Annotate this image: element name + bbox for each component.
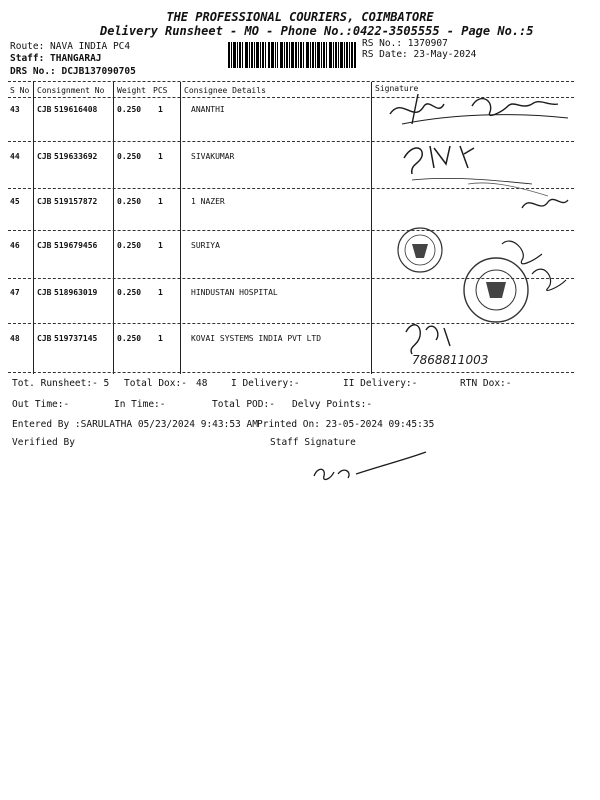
row-prefix: CJB [37, 105, 52, 114]
table-top-rule [8, 81, 574, 82]
rtn-dox: RTN Dox:- [460, 378, 512, 389]
row-sno: 47 [10, 288, 20, 297]
drs-label: DRS No.: DCJB137090705 [10, 66, 136, 77]
delvy-points: Delvy Points:- [292, 399, 373, 410]
printed-on: Printed On: 23-05-2024 09:45:35 [257, 419, 435, 430]
row-consignment-no: 519633692 [54, 152, 98, 161]
total-pod: Total POD:- [212, 399, 275, 410]
handwritten-phone-note: 7868811003 [412, 353, 489, 367]
row-weight: 0.250 [117, 288, 142, 297]
staff-signature-mark [300, 448, 430, 484]
row-weight: 0.250 [117, 152, 142, 161]
route-label: Route: NAVA INDIA PC4 [10, 41, 131, 52]
out-time: Out Time:- [12, 399, 70, 410]
row-consignee: SURIYA [191, 241, 220, 250]
row-pcs: 1 [158, 197, 163, 206]
rs-date: RS Date: 23-May-2024 [362, 49, 477, 60]
row-consignee: HINDUSTAN HOSPITAL [191, 288, 278, 297]
row-consignment-no: 519679456 [54, 241, 98, 250]
row-consignment-no: 519157872 [54, 197, 98, 206]
col-header-signature: Signature [375, 84, 419, 93]
col-divider [113, 82, 114, 374]
row-sno: 44 [10, 152, 20, 161]
col-header-pcs: PCS [153, 86, 168, 95]
row-consignee: 1 NAZER [191, 197, 225, 206]
row-pcs: 1 [158, 241, 163, 250]
row-sno: 45 [10, 197, 20, 206]
row-weight: 0.250 [117, 334, 142, 343]
row-sno: 43 [10, 105, 20, 114]
col-header-weight: Weight [117, 86, 146, 95]
company-title: THE PROFESSIONAL COURIERS, COIMBATORE [166, 10, 434, 24]
row-consignment-no: 519616408 [54, 105, 98, 114]
rs-number: RS No.: 1370907 [362, 38, 448, 49]
row-consignee: SIVAKUMAR [191, 152, 235, 161]
entered-by: Entered By :SARULATHA 05/23/2024 9:43:53 AM [12, 419, 258, 430]
signature-column-marks [372, 84, 576, 372]
verified-by: Verified By [12, 437, 75, 448]
row-prefix: CJB [37, 334, 52, 343]
row-weight: 0.250 [117, 105, 142, 114]
total-runsheet: Tot. Runsheet:- 5 [12, 378, 110, 389]
row-pcs: 1 [158, 334, 163, 343]
barcode-image [228, 42, 356, 68]
table-bottom-rule [8, 372, 574, 373]
row-sno: 48 [10, 334, 20, 343]
row-pcs: 1 [158, 152, 163, 161]
row-weight: 0.250 [117, 241, 142, 250]
row-consignment-no: 518963019 [54, 288, 98, 297]
total-dox-label: Total Dox:- [124, 378, 187, 389]
staff-signature-label: Staff Signature [270, 437, 356, 448]
col-header-consignment: Consignment No [37, 86, 105, 95]
in-time: In Time:- [114, 399, 166, 410]
row-pcs: 1 [158, 105, 163, 114]
row-prefix: CJB [37, 288, 52, 297]
runsheet-subtitle: Delivery Runsheet - MO - Phone No.:0422-3505555 - Page No.:5 [100, 24, 534, 38]
row-weight: 0.250 [117, 197, 142, 206]
total-dox-value: 48 [196, 378, 208, 389]
row-sno: 46 [10, 241, 20, 250]
i-delivery: I Delivery:- [231, 378, 300, 389]
row-consignee: ANANTHI [191, 105, 225, 114]
row-prefix: CJB [37, 241, 52, 250]
ii-delivery: II Delivery:- [343, 378, 418, 389]
row-prefix: CJB [37, 197, 52, 206]
row-consignment-no: 519737145 [54, 334, 98, 343]
col-divider [33, 82, 34, 374]
row-consignee: KOVAI SYSTEMS INDIA PVT LTD [191, 334, 322, 343]
staff-label: Staff: THANGARAJ [10, 53, 102, 64]
col-divider [180, 82, 181, 374]
row-prefix: CJB [37, 152, 52, 161]
row-pcs: 1 [158, 288, 163, 297]
col-header-sno: S No [10, 86, 30, 95]
col-header-consignee: Consignee Details [184, 86, 266, 95]
